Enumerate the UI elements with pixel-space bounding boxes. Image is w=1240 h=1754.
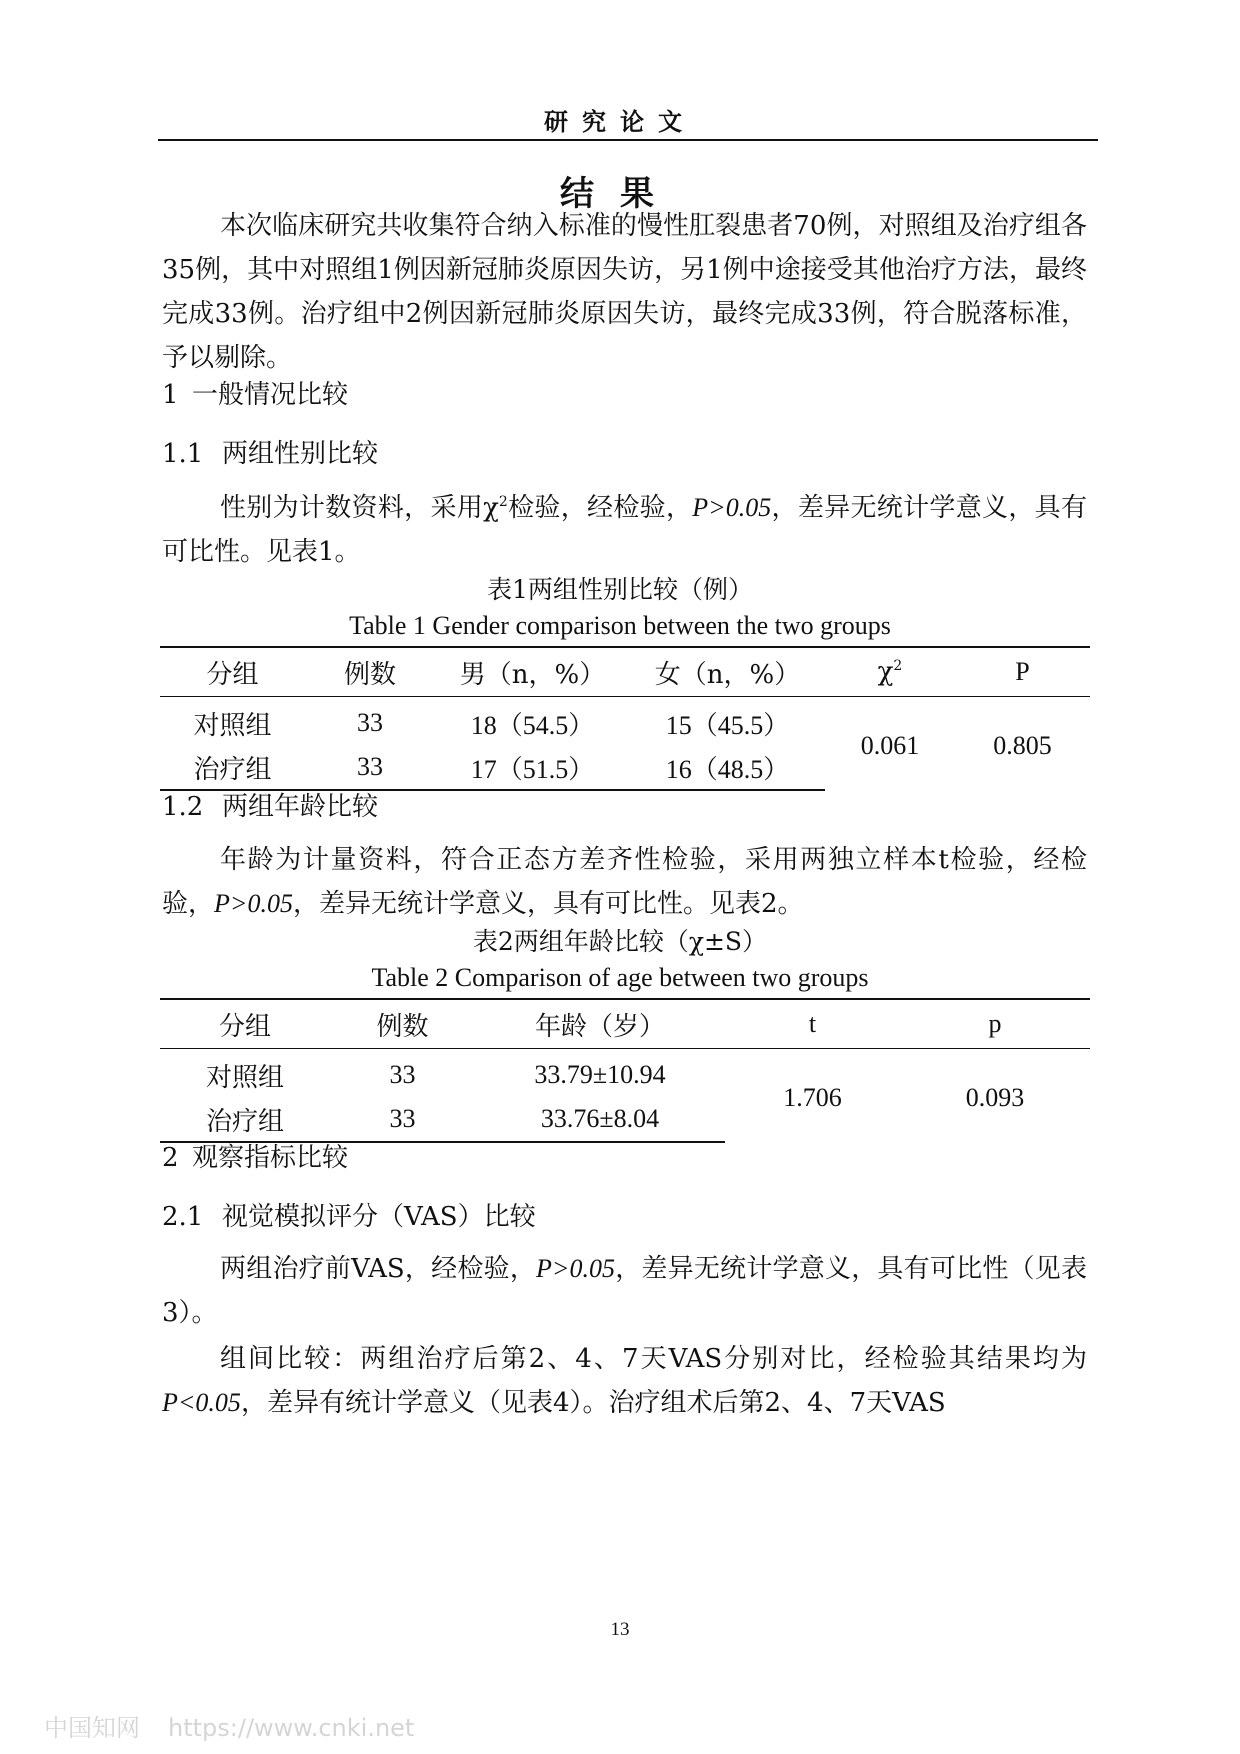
table-cell: 治疗组 bbox=[160, 745, 305, 790]
p-value: P>0.05 bbox=[536, 1254, 615, 1283]
heading-number: 2 bbox=[162, 1143, 179, 1173]
p-value: P>0.05 bbox=[692, 493, 772, 522]
text-run: ，差异无统计学意义，具有可比性。见表1。 bbox=[162, 493, 1087, 567]
table-cell: 治疗组 bbox=[160, 1097, 330, 1142]
column-header: 分组 bbox=[160, 647, 305, 697]
table-cell: 33.76±8.04 bbox=[475, 1097, 725, 1142]
table-cell: 33 bbox=[305, 745, 435, 790]
heading-2 bbox=[162, 1136, 348, 1180]
table-cell: 33 bbox=[357, 708, 383, 737]
table1-caption-cn: 表1两组性别比较（例） bbox=[487, 575, 753, 604]
table-2 bbox=[160, 998, 1090, 1143]
column-header-chi2 bbox=[825, 647, 955, 697]
p-value: 0.093 bbox=[965, 1082, 1025, 1112]
chi2-value: 0.061 bbox=[860, 730, 920, 760]
watermark-brand: 中国知网 bbox=[44, 1714, 140, 1742]
column-header: 年龄（岁） bbox=[475, 999, 725, 1049]
table2-caption-cn: 表2两组年龄比较（χ±S） bbox=[472, 927, 768, 956]
text-run: 检验，经检验， bbox=[507, 493, 693, 523]
table-header-row bbox=[160, 647, 1090, 697]
column-header: 例数 bbox=[330, 999, 475, 1049]
text-run: 性别为计数资料，采用χ bbox=[220, 493, 499, 523]
heading-number: 1.2 bbox=[162, 792, 204, 822]
cnki-watermark bbox=[44, 1708, 414, 1743]
heading-text: 一般情况比较 bbox=[192, 380, 349, 410]
table1-caption-en: Table 1 Gender comparison between the two groups bbox=[349, 611, 891, 640]
heading-text: 两组性别比较 bbox=[222, 439, 379, 469]
heading-1 bbox=[162, 373, 348, 417]
text-run: ，差异有统计学意义（见表4）。治疗组术后第2、4、7天VAS bbox=[240, 1388, 946, 1418]
column-header: 男（n，%） bbox=[435, 647, 630, 697]
table-cell: 对照组 bbox=[205, 1062, 284, 1093]
column-header: 女（n，%） bbox=[630, 647, 825, 697]
table-cell: 15（45.5） bbox=[665, 710, 790, 740]
column-header: 分组 bbox=[160, 999, 330, 1049]
paragraph-1-2 bbox=[162, 838, 1087, 926]
intro-paragraph: 本次临床研究共收集符合纳入标准的慢性肛裂患者70例，对照组及治疗组各35例，其中对照组1例因新冠肺炎原因失访，另1例中途接受其他治疗方法，最终完成33例。治疗组中2例因新冠肺炎原因失访，最终完成33例，符合脱落标准，予以剔除。 bbox=[162, 211, 1087, 373]
p-value: P<0.05 bbox=[162, 1388, 241, 1417]
table-cell: 16（48.5） bbox=[630, 745, 825, 790]
text-run: ，差异无统计学意义，具有可比性。见表2。 bbox=[292, 889, 804, 919]
superscript: 2 bbox=[498, 494, 508, 510]
heading-number: 1.1 bbox=[162, 439, 204, 469]
section-title: 结果 bbox=[560, 174, 680, 214]
heading-1-2 bbox=[162, 785, 378, 829]
paragraph-2-1-a bbox=[162, 1247, 1087, 1335]
table-row bbox=[160, 697, 1090, 746]
text-run: 组间比较：两组治疗后第2、4、7天VAS分别对比，经检验其结果均为 bbox=[220, 1344, 1087, 1374]
heading-2-1 bbox=[162, 1195, 536, 1239]
watermark-url: https://www.cnki.net bbox=[168, 1714, 415, 1742]
text-run: 两组治疗前VAS，经检验， bbox=[220, 1254, 537, 1284]
table-cell: 33 bbox=[389, 1060, 416, 1089]
table-header-row bbox=[160, 999, 1090, 1049]
superscript: 2 bbox=[893, 658, 903, 674]
p-value: P>0.05 bbox=[214, 889, 293, 918]
heading-text: 两组年龄比较 bbox=[222, 792, 379, 822]
column-header: P bbox=[955, 647, 1090, 697]
header-rule bbox=[158, 139, 1098, 141]
column-header: p bbox=[900, 999, 1090, 1049]
table-1 bbox=[160, 646, 1090, 791]
paragraph-2-1-b bbox=[162, 1337, 1087, 1425]
text-run: ，差异无统计学意义，具有可比性（见表3）。 bbox=[162, 1254, 1087, 1328]
t-value: 1.706 bbox=[783, 1082, 842, 1112]
p-value: 0.805 bbox=[993, 730, 1052, 760]
heading-text: 视觉模拟评分（VAS）比较 bbox=[222, 1202, 536, 1232]
table2-caption-en: Table 2 Comparison of age between two groups bbox=[371, 963, 869, 992]
text-run: 年龄为计量资料，符合正态方差齐性检验，采用两独立样本t检验，经检验， bbox=[162, 845, 1087, 919]
heading-number: 1 bbox=[162, 380, 179, 410]
header-text: χ bbox=[877, 657, 894, 687]
column-header: t bbox=[725, 999, 900, 1049]
table-cell: 18（54.5） bbox=[470, 710, 595, 740]
column-header: 例数 bbox=[305, 647, 435, 697]
heading-number: 2.1 bbox=[162, 1202, 204, 1232]
table-cell: 17（51.5） bbox=[435, 745, 630, 790]
paragraph-1-1 bbox=[162, 486, 1087, 574]
table-cell: 33.79±10.94 bbox=[534, 1060, 666, 1089]
heading-text: 观察指标比较 bbox=[192, 1143, 349, 1173]
page-number: 13 bbox=[610, 1619, 630, 1640]
running-header: 研究论文 bbox=[544, 108, 696, 136]
table-cell: 33 bbox=[330, 1097, 475, 1142]
heading-1-1 bbox=[162, 432, 378, 476]
table-row bbox=[160, 1049, 1090, 1098]
table-cell: 对照组 bbox=[193, 710, 272, 741]
